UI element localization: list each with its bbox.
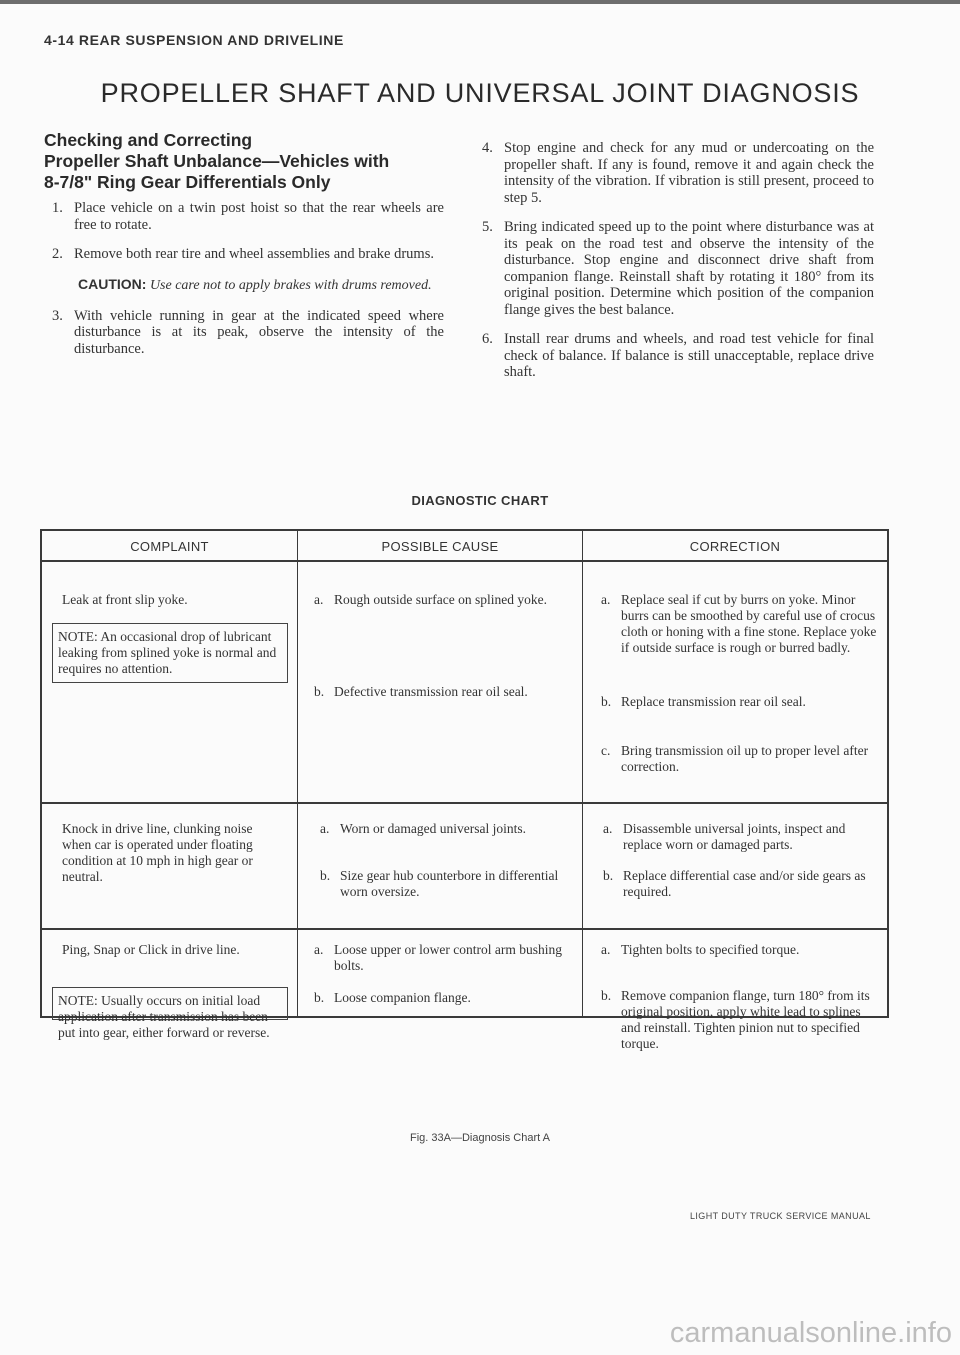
caution-note [78, 276, 444, 294]
item-text: Loose upper or lower control arm bushing bolts. [334, 942, 562, 973]
top-rule [0, 0, 960, 4]
column-header-cause: POSSIBLE CAUSE [381, 539, 499, 554]
item-text: Disassemble universal joints, inspect and replace worn or damaged parts. [623, 821, 846, 852]
item-letter: b. [601, 988, 612, 1003]
item-letter: b. [314, 990, 325, 1005]
row-divider [42, 802, 887, 804]
section-heading-line-3: 8-7/8" Ring Gear Differentials Only [44, 172, 331, 192]
item-letter: b. [314, 684, 325, 699]
step-number: 6. [482, 331, 493, 347]
watermark: carmanualsonline.info [669, 1317, 952, 1349]
cause-item [314, 942, 566, 974]
item-text: Bring transmission oil up to proper level after correction. [621, 743, 869, 774]
caution-text: Use care not to apply brakes with drums removed. [149, 277, 432, 293]
step-number: 3. [52, 307, 63, 324]
cause-item [320, 821, 566, 837]
page-header: 4-14 REAR SUSPENSION AND DRIVELINE [44, 32, 344, 48]
section-heading-line-2: Propeller Shaft Unbalance—Vehicles with [44, 151, 390, 171]
column-divider [582, 531, 583, 1016]
item-letter: a. [314, 942, 324, 957]
item-letter: a. [601, 592, 611, 607]
item-text: Size gear hub counterbore in differential worn oversize. [340, 868, 559, 899]
item-text: Replace differential case and/or side gears as required. [623, 868, 866, 899]
step-number: 4. [482, 140, 493, 156]
item-letter: a. [603, 821, 613, 836]
cause-item [314, 592, 566, 608]
procedure-step [482, 219, 874, 318]
row-divider [42, 928, 887, 930]
complaint-note: NOTE: An occasional drop of lubricant leaking from splined yoke is normal and requires no attention. [52, 623, 288, 683]
column-header-complaint: COMPLAINT [130, 539, 209, 554]
correction-item [601, 988, 883, 1052]
item-letter: a. [601, 942, 611, 957]
step-number: 2. [52, 246, 63, 262]
procedure-left-column [52, 200, 444, 370]
chart-title: DIAGNOSTIC CHART [411, 493, 549, 508]
complaint-text: Leak at front slip yoke. [62, 592, 188, 607]
item-text: Replace transmission rear oil seal. [621, 694, 806, 709]
header-divider [42, 560, 887, 562]
page-title: PROPELLER SHAFT AND UNIVERSAL JOINT DIAGNOSIS [100, 78, 860, 108]
item-text: Tighten bolts to specified torque. [621, 942, 800, 957]
step-text: Bring indicated speed up to the point where disturbance was at its peak on the road test and observe the intensity of the disturbance. Stop engine and disconnect drive shaft from companion flange. Reinstall shaft by rotating it 180° from its original position. Determine which position of the companion flange gives the best balance. [504, 219, 874, 318]
item-letter: b. [603, 868, 614, 883]
complaint-text: Ping, Snap or Click in drive line. [62, 942, 240, 957]
step-text: Place vehicle on a twin post hoist so that the rear wheels are free to rotate. [74, 200, 444, 233]
column-divider [297, 531, 298, 1016]
item-letter: a. [314, 592, 324, 607]
procedure-step [482, 140, 874, 206]
procedure-step [482, 331, 874, 381]
page-footer: LIGHT DUTY TRUCK SERVICE MANUAL [690, 1211, 871, 1221]
caution-label: CAUTION: [78, 275, 147, 292]
section-heading [44, 130, 444, 193]
correction-item [603, 821, 881, 853]
step-text: With vehicle running in gear at the indicated speed where disturbance is at its peak, observe the intensity of the disturbance. [74, 307, 444, 357]
step-number: 5. [482, 219, 493, 235]
procedure-step [52, 308, 444, 358]
step-text: Remove both rear tire and wheel assemblies and brake drums. [74, 246, 434, 262]
item-text: Rough outside surface on splined yoke. [334, 592, 547, 607]
complaint-text: Knock in drive line, clunking noise when car is operated under floating condition at 10 mph in high gear or neutral. [62, 821, 253, 884]
correction-item [603, 868, 881, 900]
step-text: Stop engine and check for any mud or undercoating on the propeller shaft. If any is found, remove it and again check the intensity of the vibration. If vibration is still present, proceed to step 5. [504, 140, 874, 206]
step-number: 1. [52, 200, 63, 216]
cause-item [320, 868, 566, 900]
correction-item [601, 694, 883, 710]
procedure-step [52, 246, 444, 263]
item-text: Loose companion flange. [334, 990, 471, 1005]
item-letter: a. [320, 821, 330, 836]
step-text: Install rear drums and wheels, and road test vehicle for final check of balance. If balance is still unacceptable, replace drive shaft. [504, 331, 874, 380]
item-text: Defective transmission rear oil seal. [334, 684, 528, 699]
cause-item [314, 990, 566, 1006]
correction-item [601, 592, 883, 656]
item-letter: b. [601, 694, 612, 709]
item-text: Remove companion flange, turn 180° from its original position, apply white lead to splines and reinstall. Tighten pinion nut to specified torque. [621, 988, 870, 1051]
column-header-correction: CORRECTION [689, 539, 781, 554]
procedure-right-column [482, 140, 874, 394]
item-text: Replace seal if cut by burrs on yoke. Minor burrs can be smoothed by careful use of crocus cloth or honing with a fine stone. Replace yoke if outside surface is rough or burred badly. [621, 592, 877, 655]
diagnostic-chart-table [40, 529, 889, 1051]
item-letter: b. [320, 868, 331, 883]
complaint-note: NOTE: Usually occurs on initial load application after transmission has been put into gear, either forward or reverse. [52, 987, 288, 1020]
item-letter: c. [601, 743, 611, 758]
procedure-step [52, 200, 444, 233]
item-text: Worn or damaged universal joints. [340, 821, 526, 836]
section-heading-line-1: Checking and Correcting [44, 130, 253, 150]
figure-caption: Fig. 33A—Diagnosis Chart A [409, 1132, 550, 1144]
correction-item [601, 942, 883, 958]
correction-item [601, 743, 883, 775]
cause-item [314, 684, 566, 700]
